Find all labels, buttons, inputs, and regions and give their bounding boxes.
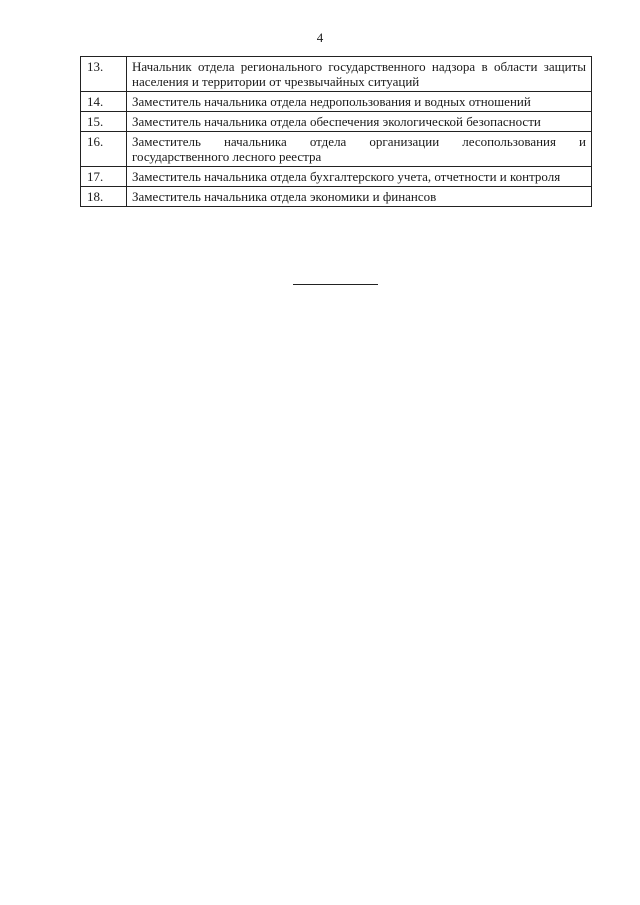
position-title: Заместитель начальника отдела организации лесопользования и государственного лесного реестра [127,132,592,167]
position-title: Заместитель начальника отдела бухгалтерского учета, отчетности и контроля [127,167,592,187]
end-of-document-rule [293,284,378,285]
table-row [81,167,592,187]
positions-table [80,56,592,207]
position-title: Заместитель начальника отдела недропользования и водных отношений [127,92,592,112]
position-title: Заместитель начальника отдела обеспечения экологической безопасности [127,112,592,132]
table-row [81,187,592,207]
row-number: 16. [81,132,127,167]
row-number: 14. [81,92,127,112]
position-title: Начальник отдела регионального государственного надзора в области защиты населения и территории от чрезвычайных ситуаций [127,57,592,92]
row-number: 13. [81,57,127,92]
position-title: Заместитель начальника отдела экономики и финансов [127,187,592,207]
table-row [81,132,592,167]
table-row [81,112,592,132]
page-number: 4 [316,30,324,45]
table-row [81,92,592,112]
row-number: 15. [81,112,127,132]
row-number: 18. [81,187,127,207]
table-row [81,57,592,92]
row-number: 17. [81,167,127,187]
